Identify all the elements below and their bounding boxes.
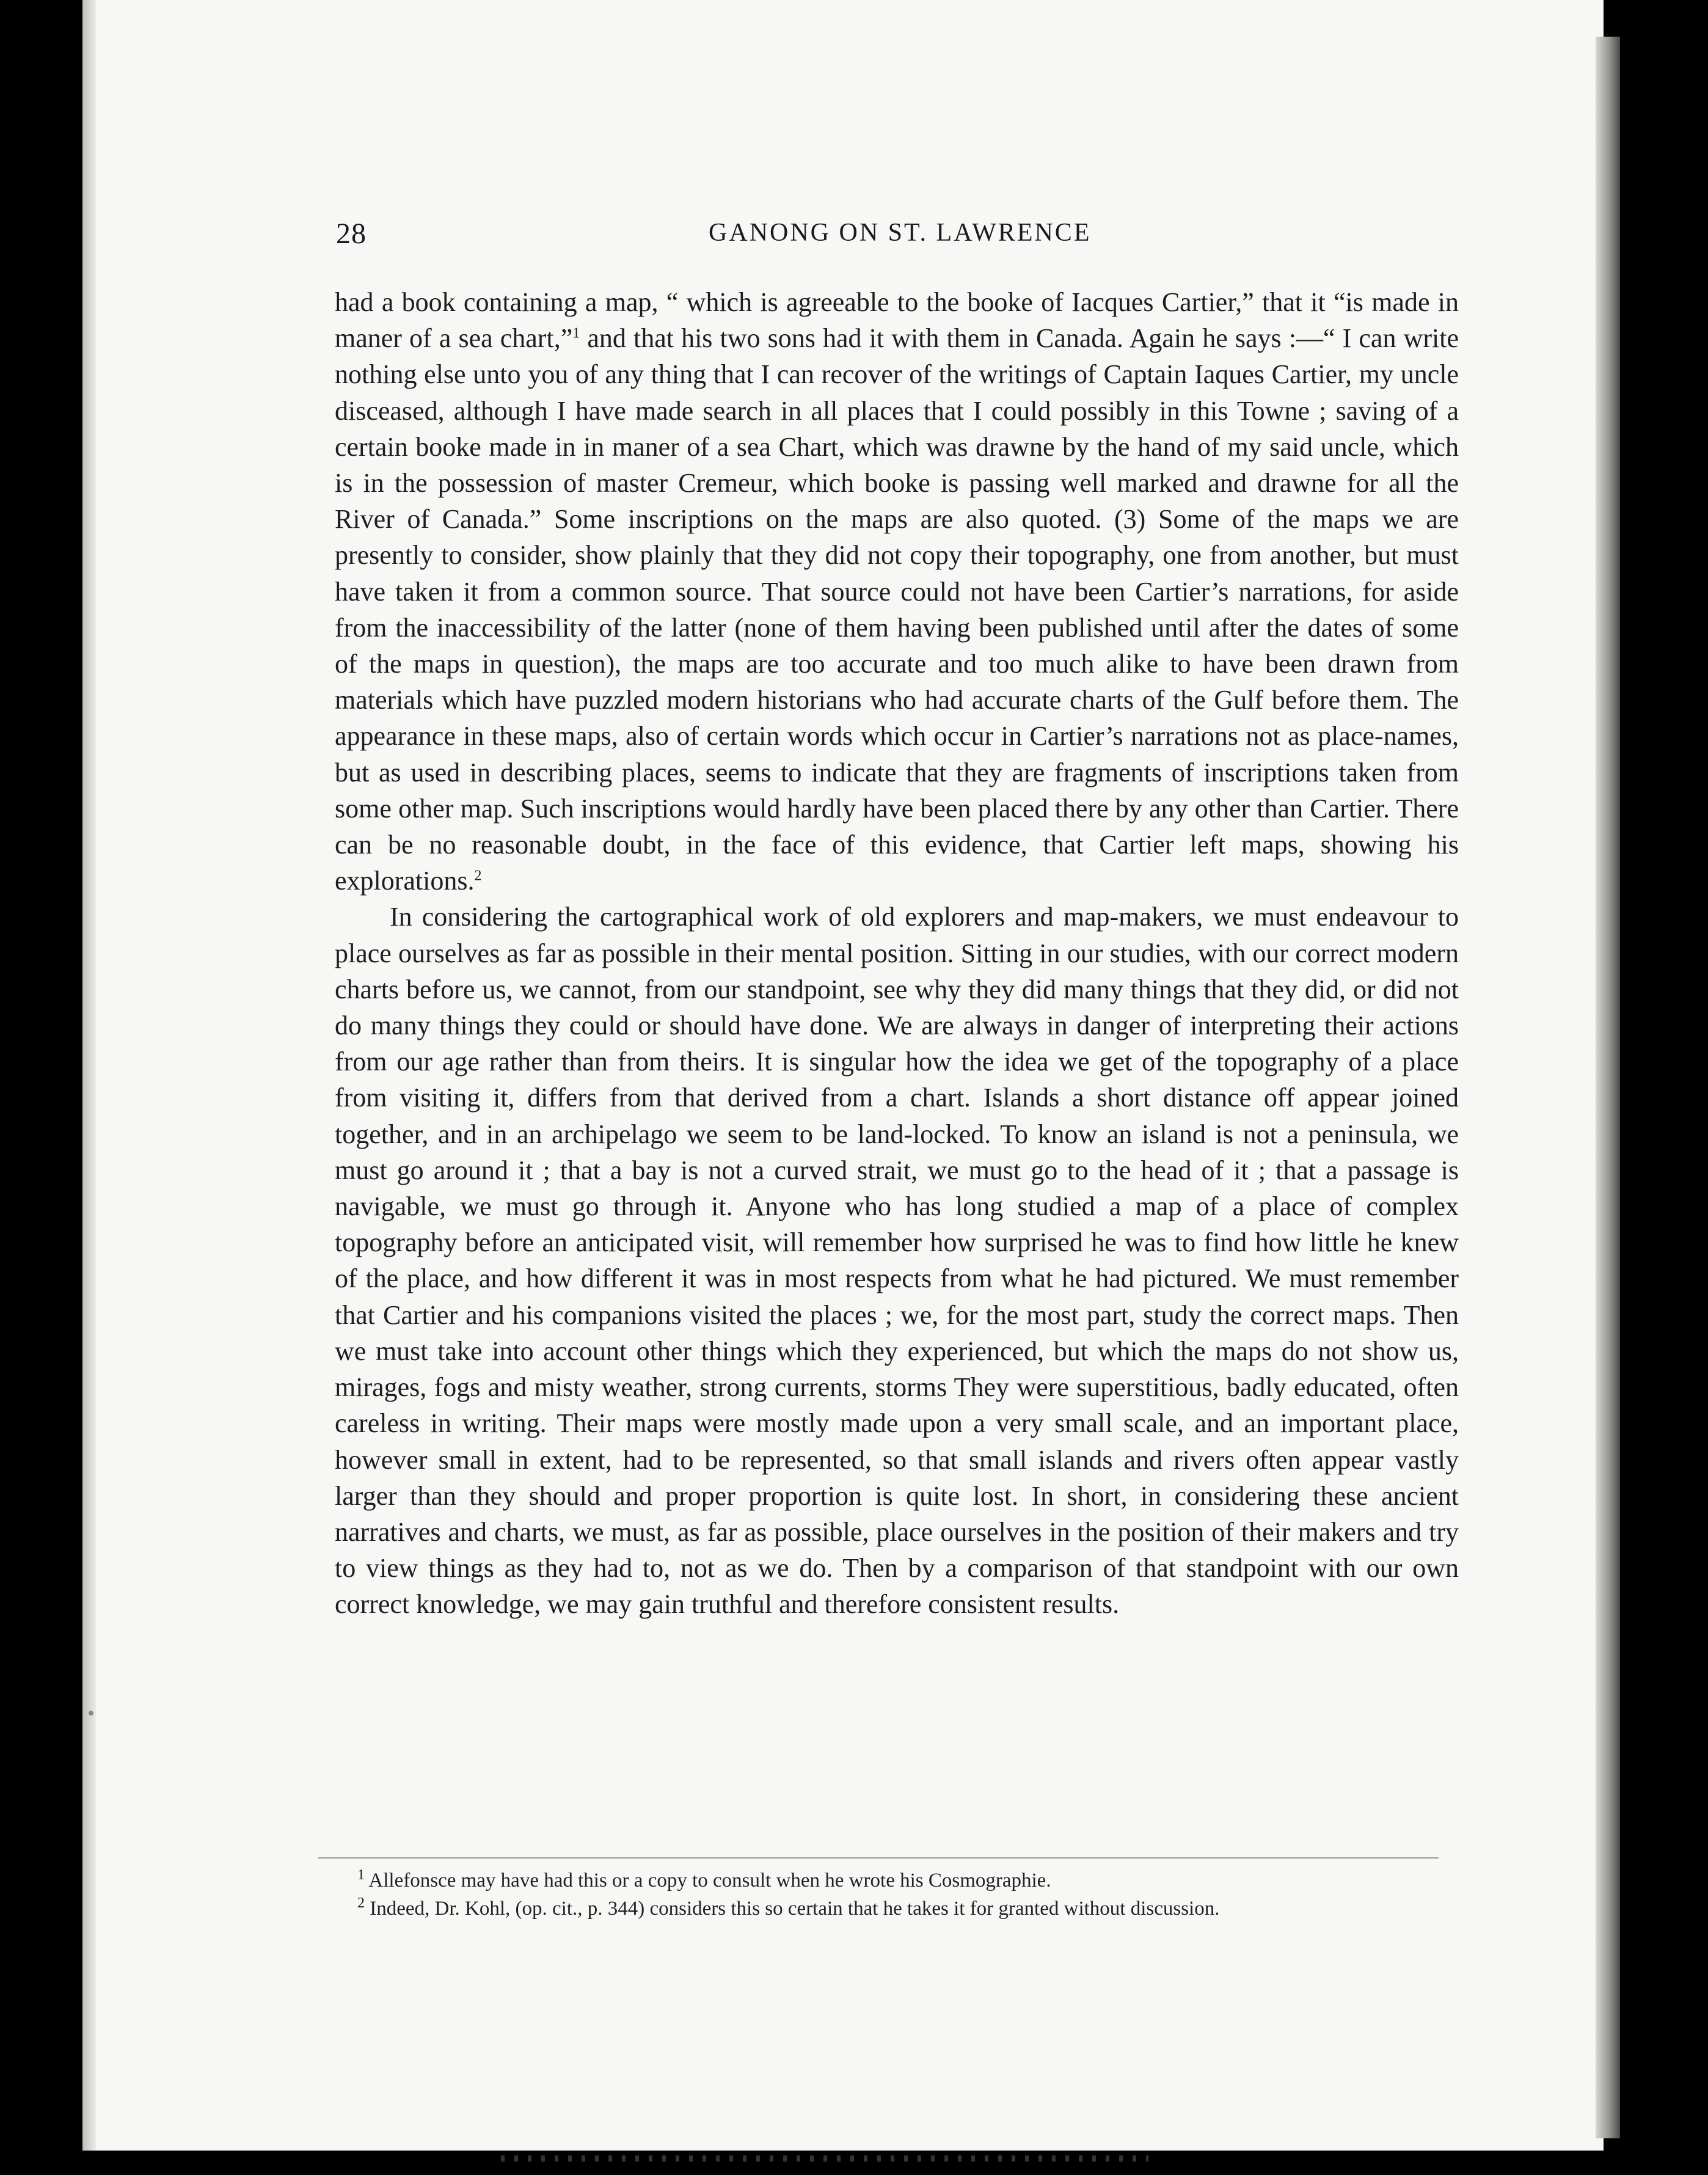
paragraph-1-text-a: had a book containing a map, “ which is agreeable to the booke of Iacques Cartier,” that it “is made in maner of a sea chart,”	[335, 287, 1459, 354]
running-title: GANONG ON ST. LAWRENCE	[709, 219, 1092, 247]
footnote-1	[357, 1866, 1445, 1895]
footnote-1-text: Allefonsce may have had this or a copy to consult when he wrote his Cosmographie.	[365, 1870, 1051, 1892]
scan-artifact-strip	[501, 2155, 1148, 2162]
page-gutter	[82, 0, 96, 2151]
footnote-2-text: Indeed, Dr. Kohl, (op. cit., p. 344) considers this so certain that he takes it for granted without discussion.	[365, 1898, 1220, 1920]
scan-speck	[89, 1711, 93, 1716]
footnote-divider	[318, 1857, 1439, 1859]
footnote-2	[357, 1895, 1445, 1923]
footnotes	[357, 1866, 1445, 1923]
footnote-ref-1: 1	[572, 325, 580, 342]
page-number: 28	[336, 218, 367, 250]
footnote-ref-2: 2	[474, 868, 482, 884]
paragraph-1-text-b: and that his two sons had it with them in Canada. Again he says :—“ I can write nothing else unto you of any thing that I can recover of the writings of Captain Iaques Cartier, my uncle disceased, although I have made search in all places that I could possibly in this Towne ; saving of a certain booke made in in maner of a sea Chart, which was drawne by the hand of my said uncle, which is in the possession of master Cremeur, which booke is passing well marked and drawne for all the River of Canada.” Some inscriptions on the maps are also quoted. (3) Some of the maps we are presently to consider, show plainly that they did not copy their topography, one from another, but must have taken it from a common source. That source could not have been Cartier’s narrations, for aside from the inaccessibility of the latter (none of them having been published until after the dates of some of the maps in question), the maps are too accurate and too much alike to have been drawn from materials which have puzzled modern historians who had accurate charts of the Gulf before them. The appearance in these maps, also of certain words which occur in Cartier’s narrations not as place-names, but as used in describing places, seems to indicate that they are fragments of inscriptions taken from some other map. Such inscriptions would hardly have been placed there by any other than Cartier. There can be no reasonable doubt, in the face of this evidence, that Cartier left maps, showing his explorations.	[335, 323, 1459, 896]
body-text	[335, 284, 1459, 1623]
paragraph-1	[335, 284, 1459, 899]
footnote-1-mark: 1	[357, 1867, 365, 1883]
page-edge-shadow	[1596, 37, 1620, 2138]
running-head	[336, 217, 1472, 254]
paragraph-2: In considering the cartographical work of old explorers and map-makers, we must endeavour to place ourselves as far as possible in their mental position. Sitting in our studies, with our correct modern charts before us, we cannot, from our standpoint, see why they did many things that they did, or did not do many things they could or should have done. We are always in danger of interpreting their actions from our age rather than from theirs. It is singular how the idea we get of the topography of a place from visiting it, differs from that derived from a chart. Islands a short distance off appear joined together, and in an archipelago we seem to be land-locked. To know an island is not a peninsula, we must go around it ; that a bay is not a curved strait, we must go to the head of it ; that a passage is navigable, we must go through it. Anyone who has long studied a map of a place of complex topography before an anticipated visit, will remember how surprised he was to find how little he knew of the place, and how different it was in most respects from what he had pictured. We must remember that Cartier and his companions visited the places ; we, for the most part, study the correct maps. Then we must take into account other things which they experienced, but which the maps do not show us, mirages, fogs and misty weather, strong currents, storms They were superstitious, badly educated, often careless in writing. Their maps were mostly made upon a very small scale, and an important place, however small in extent, had to be represented, so that small islands and rivers often appear vastly larger than they should and proper proportion is quite lost. In short, in considering these ancient narratives and charts, we must, as far as possible, place ourselves in the position of their makers and try to view things as they had to, not as we do. Then by a comparison of that standpoint with our own correct knowledge, we may gain truthful and therefore consistent results.	[335, 902, 1459, 1620]
footnote-2-mark: 2	[357, 1895, 365, 1911]
